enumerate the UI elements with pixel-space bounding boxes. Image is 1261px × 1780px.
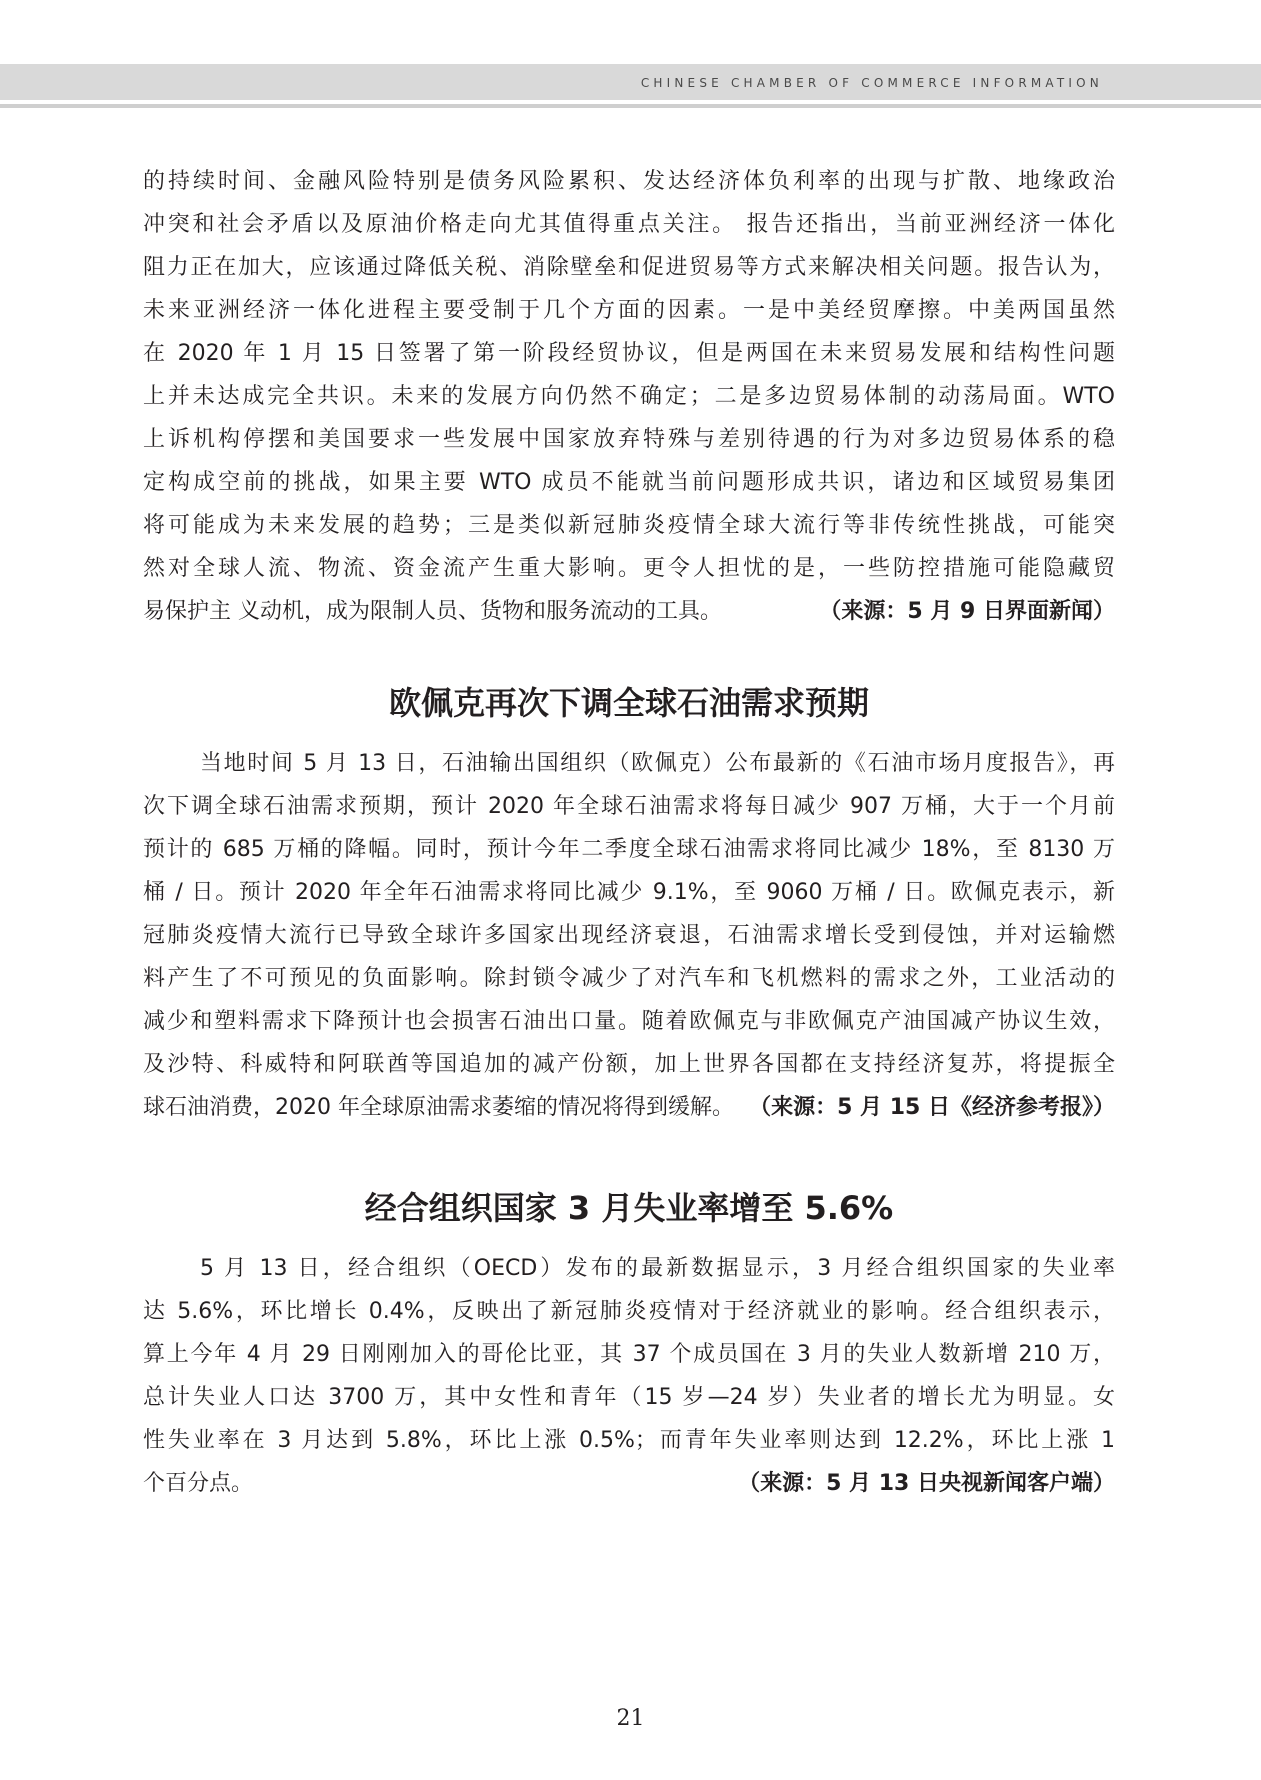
paragraph-line: 算上今年 4 月 29 日刚刚加入的哥伦比亚，其 37 个成员国在 3 月的失业人数新增 210 万， bbox=[143, 1342, 1115, 1367]
paragraph-last-line bbox=[143, 590, 1115, 633]
paragraph-line-text: 易保护主 义动机，成为限制人员、货物和服务流动的工具。 bbox=[143, 599, 722, 624]
paragraph-line: 冠肺炎疫情大流行已导致全球许多国家出现经济衰退，石油需求增长受到侵蚀，并对运输燃 bbox=[143, 923, 1115, 948]
paragraph-line: 上并未达成完全共识。未来的发展方向仍然不确定；二是多边贸易体制的动荡局面。WTO bbox=[143, 384, 1115, 409]
oecd-paragraph bbox=[143, 1247, 1115, 1505]
paragraph-line: 上诉机构停摆和美国要求一些发展中国家放弃特殊与差别待遇的行为对多边贸易体系的稳 bbox=[143, 427, 1115, 452]
running-header-title: CHINESE CHAMBER OF COMMERCE INFORMATION bbox=[640, 76, 1103, 90]
paragraph-line: 次下调全球石油需求预期，预计 2020 年全球石油需求将每日减少 907 万桶，大于一个月前 bbox=[143, 794, 1115, 819]
intro-paragraph bbox=[143, 160, 1115, 633]
section-title-oecd: 经合组织国家 3 月失业率增至 5.6% bbox=[364, 1189, 894, 1227]
paragraph-line: 冲突和社会矛盾以及原油价格走向尤其值得重点关注。 报告还指出，当前亚洲经济一体化 bbox=[143, 212, 1115, 237]
page-content bbox=[143, 160, 1115, 1505]
paragraph-line-text: 个百分点。 bbox=[143, 1471, 254, 1496]
source-citation: （来源：5 月 13 日央视新闻客户端） bbox=[738, 1471, 1115, 1496]
paragraph-line: 然对全球人流、物流、资金流产生重大影响。更令人担忧的是，一些防控措施可能隐藏贸 bbox=[143, 556, 1115, 581]
paragraph-line: 的持续时间、金融风险特别是债务风险累积、发达经济体负利率的出现与扩散、地缘政治 bbox=[143, 169, 1115, 194]
paragraph-line: 当地时间 5 月 13 日，石油输出国组织（欧佩克）公布最新的《石油市场月度报告》，再 bbox=[200, 751, 1115, 776]
opec-paragraph bbox=[143, 742, 1115, 1129]
paragraph-line: 性失业率在 3 月达到 5.8%，环比上涨 0.5%；而青年失业率则达到 12.2%，环比上涨 1 bbox=[143, 1428, 1115, 1453]
paragraph-line: 达 5.6%，环比增长 0.4%，反映出了新冠肺炎疫情对于经济就业的影响。经合组织表示， bbox=[143, 1299, 1115, 1324]
page-number: 21 bbox=[616, 1706, 645, 1731]
paragraph-line: 料产生了不可预见的负面影响。除封锁令减少了对汽车和飞机燃料的需求之外，工业活动的 bbox=[143, 966, 1115, 991]
paragraph-last-line bbox=[143, 1086, 1115, 1129]
paragraph-line: 阻力正在加大，应该通过降低关税、消除壁垒和促进贸易等方式来解决相关问题。报告认为， bbox=[143, 255, 1115, 280]
paragraph-line: 及沙特、科威特和阿联酋等国追加的减产份额，加上世界各国都在支持经济复苏，将提振全 bbox=[143, 1052, 1115, 1077]
source-citation: （来源：5 月 15 日《经济参考报》） bbox=[749, 1095, 1115, 1120]
paragraph-line: 桶 / 日。预计 2020 年全年石油需求将同比减少 9.1%，至 9060 万桶 / 日。欧佩克表示，新 bbox=[143, 880, 1115, 905]
paragraph-line: 减少和塑料需求下降预计也会损害石油出口量。随着欧佩克与非欧佩克产油国减产协议生效， bbox=[143, 1009, 1115, 1034]
paragraph-line: 预计的 685 万桶的降幅。同时，预计今年二季度全球石油需求将同比减少 18%，至 8130 万 bbox=[143, 837, 1115, 862]
section-title-opec: 欧佩克再次下调全球石油需求预期 bbox=[388, 684, 869, 722]
header-rule bbox=[0, 104, 1261, 108]
paragraph-line: 未来亚洲经济一体化进程主要受制于几个方面的因素。一是中美经贸摩擦。中美两国虽然 bbox=[143, 298, 1115, 323]
paragraph-line-text: 球石油消费，2020 年全球原油需求萎缩的情况将得到缓解。 bbox=[143, 1095, 734, 1120]
paragraph-line: 在 2020 年 1 月 15 日签署了第一阶段经贸协议，但是两国在未来贸易发展和结构性问题 bbox=[143, 341, 1115, 366]
paragraph-last-line bbox=[143, 1462, 1115, 1505]
paragraph-line: 5 月 13 日，经合组织（OECD）发布的最新数据显示，3 月经合组织国家的失业率 bbox=[200, 1256, 1115, 1281]
paragraph-line: 将可能成为未来发展的趋势；三是类似新冠肺炎疫情全球大流行等非传统性挑战，可能突 bbox=[143, 513, 1115, 538]
paragraph-line: 定构成空前的挑战，如果主要 WTO 成员不能就当前问题形成共识，诸边和区域贸易集团 bbox=[143, 470, 1115, 495]
paragraph-line: 总计失业人口达 3700 万，其中女性和青年（15 岁—24 岁）失业者的增长尤为明显。女 bbox=[143, 1385, 1115, 1410]
source-citation: （来源：5 月 9 日界面新闻） bbox=[819, 599, 1115, 624]
